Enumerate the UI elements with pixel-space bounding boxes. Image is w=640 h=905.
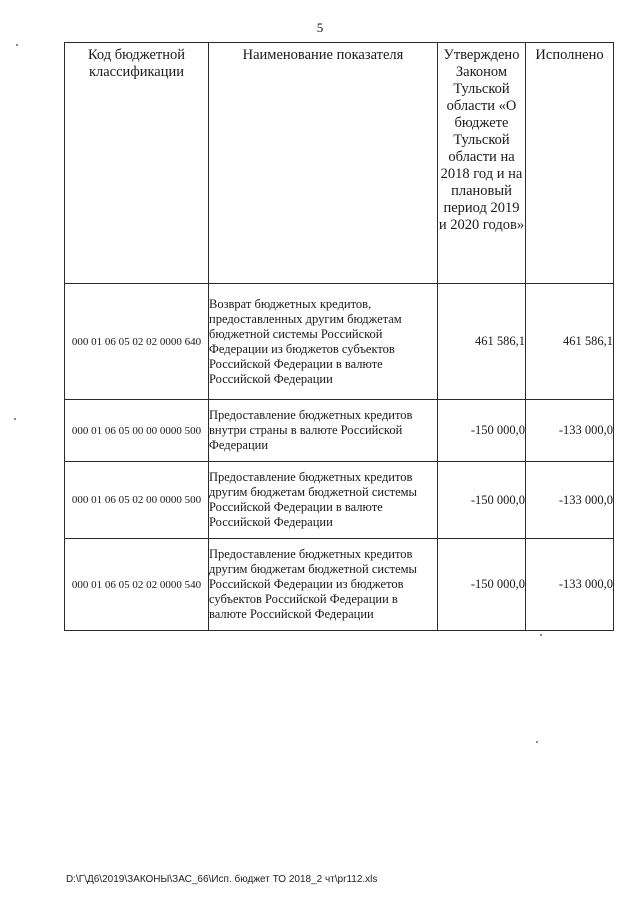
row-code: 000 01 06 05 00 00 0000 500 — [65, 400, 209, 462]
row-name: Предоставление бюджетных кредитов другим бюджетам бюджетной системы Российской Федерации в валюте Российской Федерации — [209, 462, 438, 539]
header-approved: Утверждено Законом Тульской области «О бюджете Тульской области на 2018 год и на плановый период 2019 и 2020 годов» — [438, 43, 526, 284]
scan-speck — [540, 634, 542, 636]
row-approved: -150 000,0 — [438, 462, 526, 539]
table-row — [65, 400, 614, 462]
table-header-row — [65, 43, 614, 284]
row-executed: -133 000,0 — [526, 400, 614, 462]
row-name: Предоставление бюджетных кредитов внутри страны в валюте Российской Федерации — [209, 400, 438, 462]
row-executed: -133 000,0 — [526, 539, 614, 631]
row-approved: -150 000,0 — [438, 539, 526, 631]
page-number: 5 — [316, 20, 324, 35]
row-code: 000 01 06 05 02 02 0000 640 — [65, 284, 209, 400]
budget-table — [64, 42, 614, 631]
footer-file-path: D:\Г\Д6\2019\ЗАКОНЫ\ЗАС_66\Исп. бюджет ТО 2018_2 чт\pr112.xls — [66, 874, 378, 885]
row-name: Возврат бюджетных кредитов, предоставленных другим бюджетам бюджетной системы Российской Федерации из бюджетов субъектов Российской Федерации в валюте Российской Федерации — [209, 284, 438, 400]
header-code: Код бюджетной классификации — [65, 43, 209, 284]
row-code: 000 01 06 05 02 00 0000 500 — [65, 462, 209, 539]
header-executed: Исполнено — [526, 43, 614, 284]
scan-speck — [536, 741, 538, 743]
table-row — [65, 462, 614, 539]
table-row — [65, 284, 614, 400]
scan-speck — [16, 44, 18, 46]
row-code: 000 01 06 05 02 02 0000 540 — [65, 539, 209, 631]
scan-speck — [14, 418, 16, 420]
row-approved: -150 000,0 — [438, 400, 526, 462]
row-executed: -133 000,0 — [526, 462, 614, 539]
row-name: Предоставление бюджетных кредитов другим бюджетам бюджетной системы Российской Федерации из бюджетов субъектов Российской Федерации в валюте Российской Федерации — [209, 539, 438, 631]
row-approved: 461 586,1 — [438, 284, 526, 400]
row-executed: 461 586,1 — [526, 284, 614, 400]
table-row — [65, 539, 614, 631]
header-name: Наименование показателя — [209, 43, 438, 284]
